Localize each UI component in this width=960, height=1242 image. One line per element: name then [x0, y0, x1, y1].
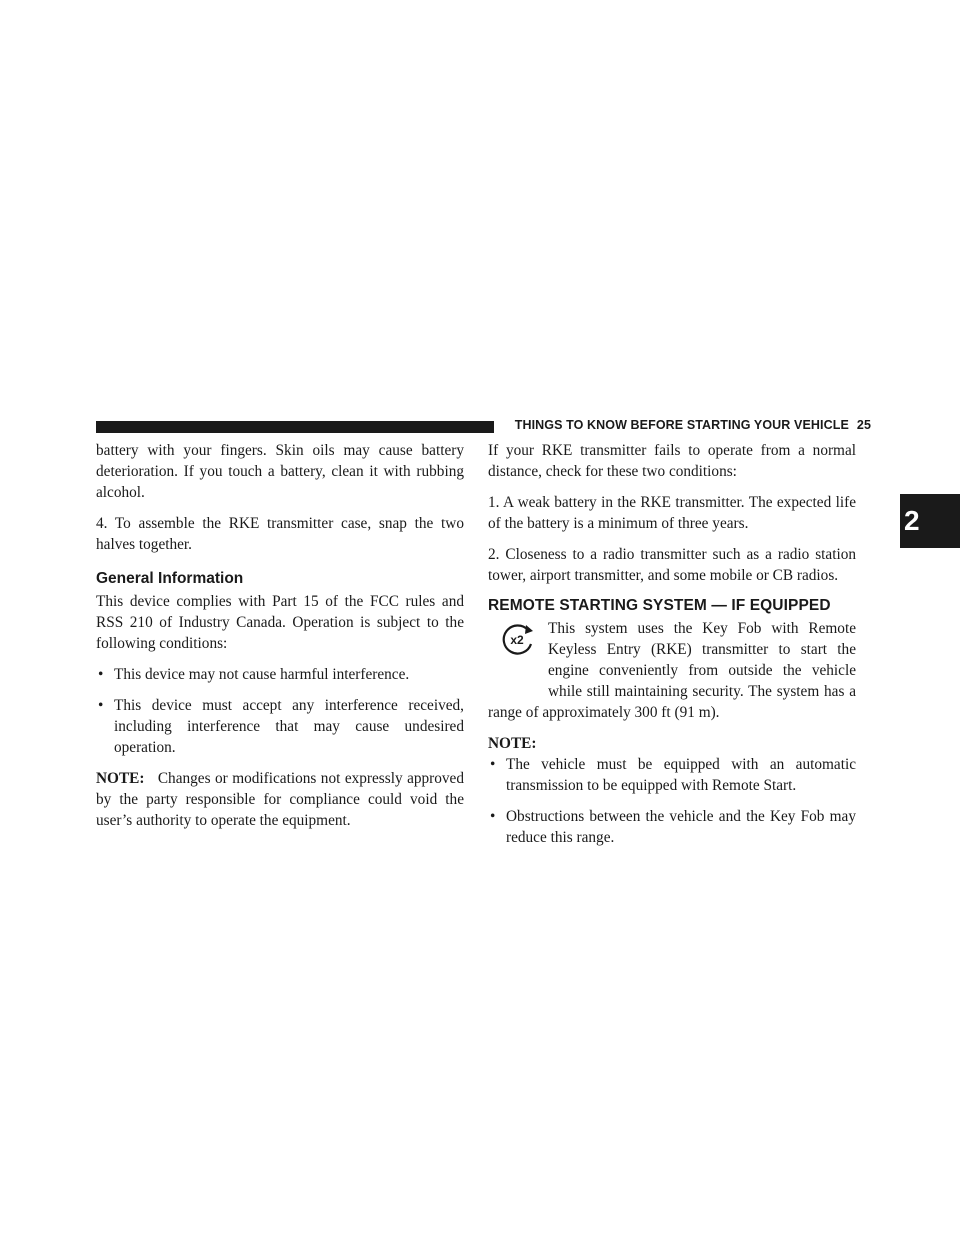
remote-starting-paragraph — [488, 618, 856, 723]
note-text: Changes or modifications not expressly approved by the party responsible for compliance could void the user’s authority to operate the equipment. — [96, 770, 464, 829]
left-paragraph-2: 4. To assemble the RKE transmitter case, snap the two halves together. — [96, 515, 464, 553]
general-information-intro: This device complies with Part 15 of the FCC rules and RSS 210 of Industry Canada. Operation is subject to the following conditions: — [96, 593, 464, 652]
header-text — [515, 418, 871, 432]
bullet-icon: • — [490, 756, 496, 773]
list-item: • The vehicle must be equipped with an automatic transmission to be equipped with Remote Start. — [490, 756, 856, 794]
fcc-note — [96, 768, 464, 831]
remote-starting-text: This system uses the Key Fob with Remote Keyless Entry (RKE) transmitter to start the engine conveniently from outside the vehicle while still maintaining security. The system has a range of approximately 300 ft (91 m). — [488, 620, 856, 721]
remote-note-list — [488, 754, 856, 848]
running-header — [96, 418, 871, 433]
chapter-tab — [900, 494, 960, 548]
bullet-icon: • — [490, 808, 496, 825]
header-rule — [96, 421, 494, 433]
left-column — [96, 440, 464, 841]
chapter-number: 2 — [904, 505, 920, 536]
right-paragraph-2: 1. A weak battery in the RKE transmitter. The expected life of the battery is a minimum of three years. — [488, 494, 856, 532]
bullet-icon: • — [98, 697, 104, 714]
remote-starting-heading: REMOTE STARTING SYSTEM — IF EQUIPPED — [488, 597, 831, 614]
list-item: • This device must accept any interference received, including interference that may cause undesired operation. — [98, 697, 464, 756]
conditions-list — [96, 664, 464, 758]
right-column — [488, 440, 856, 858]
list-item: • This device may not cause harmful interference. — [98, 666, 410, 683]
right-paragraph-1: If your RKE transmitter fails to operate from a normal distance, check for these two conditions: — [488, 442, 856, 480]
remote-start-icon — [488, 622, 546, 682]
left-paragraph-1: battery with your fingers. Skin oils may cause battery deterioration. If you touch a battery, clean it with rubbing alcohol. — [96, 442, 464, 501]
header-section-title: THINGS TO KNOW BEFORE STARTING YOUR VEHICLE — [514, 418, 849, 432]
general-information-heading: General Information — [96, 570, 244, 587]
remote-note-heading: NOTE: — [488, 735, 537, 752]
page-number: 25 — [856, 418, 871, 432]
icon-label: x2 — [510, 633, 524, 647]
note-label: NOTE: — [96, 770, 145, 787]
circular-arrow-icon — [497, 622, 537, 658]
list-item: • Obstructions between the vehicle and the Key Fob may reduce this range. — [490, 808, 856, 846]
right-paragraph-3: 2. Closeness to a radio transmitter such as a radio station tower, airport transmitter, and some mobile or CB radios. — [488, 546, 856, 584]
bullet-icon: • — [98, 666, 104, 683]
